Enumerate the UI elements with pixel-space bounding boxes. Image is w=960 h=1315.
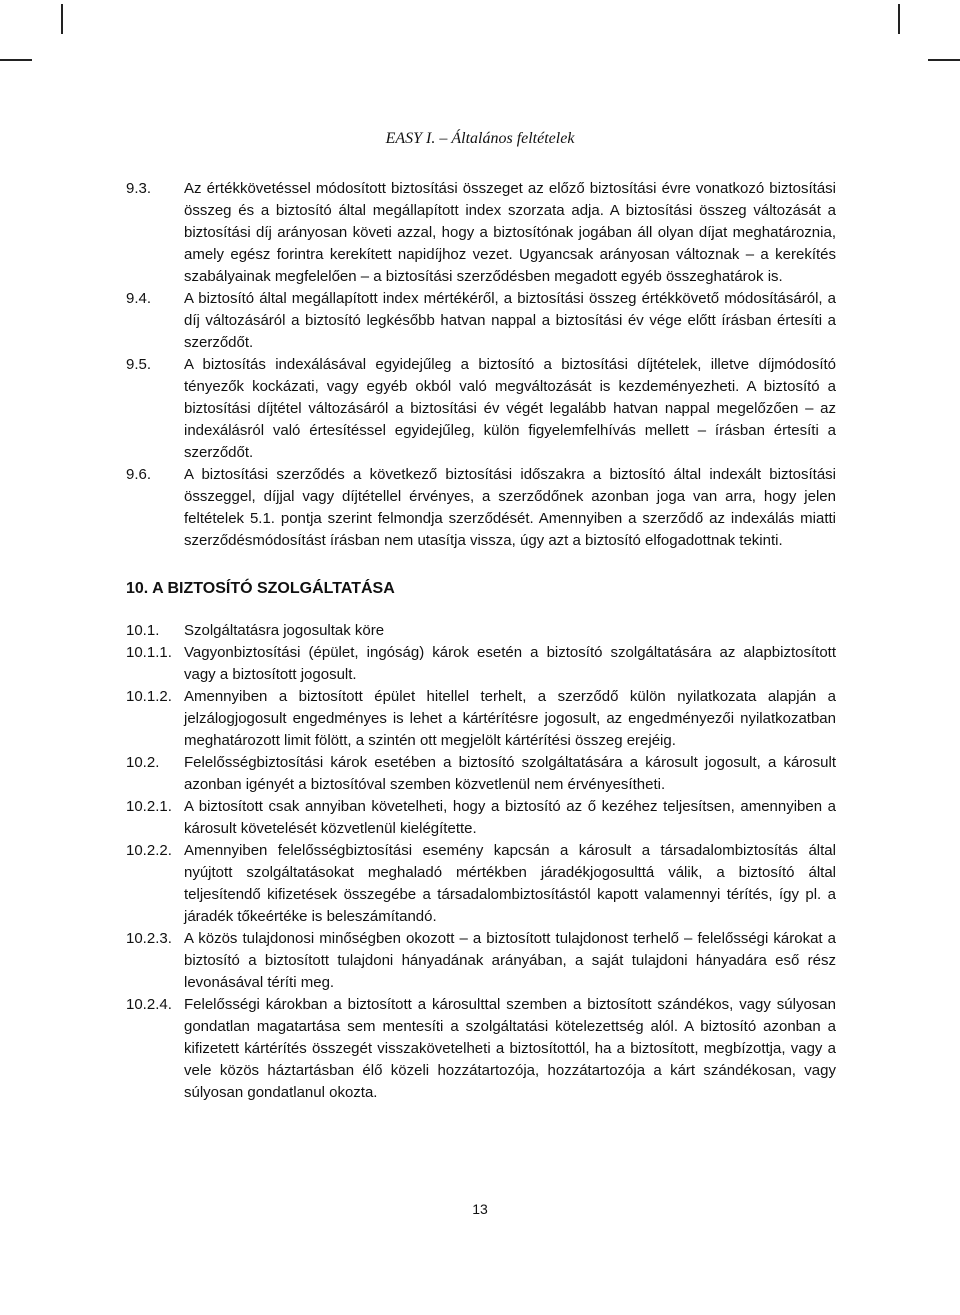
item-text: A biztosítási szerződés a következő biztosítási időszakra a biztosító által indexált biztosítási összeggel, díjjal vagy díjtétellel érvényes, a szerződőnek azonban joga van arra, hogy jelen feltételek 5.1. pontja szerint felmondja szerződését. Amennyiben a szerződő az indexálás miatti szerződésmódosítást írásban nem utasítja vissza, úgy azt a biztosító elfogadottnak tekinti. xyxy=(184,466,836,549)
document-body xyxy=(126,178,836,1104)
item-number: 10.2.1. xyxy=(126,798,172,815)
list-item xyxy=(126,288,836,354)
item-text: Az értékkövetéssel módosított biztosítási összeget az előző biztosítási évre vonatkozó biztosítási összeg és a biztosító által megállapított index szorzata adja. A biztosítási összeg változását a biztosítási díj arányosan követi azzal, hogy a biztosítónak jogában áll olyan díjat meghatároznia, amely egész forintra kerekített napidíjhoz vezet. Ugyancsak arányosan változnak – a kerekítés szabályainak megfelelően – a biztosítási szerződésben megadott egyéb összeghatárok is. xyxy=(184,180,836,285)
item-text: A biztosított csak annyiban követelheti, hogy a biztosító az ő kezéhez teljesítsen, amennyiben a károsult követelését közvetlenül kielégítette. xyxy=(184,798,836,837)
item-text: Amennyiben a biztosított épület hitellel terhelt, a szerződő külön nyilatkozata alapján a jelzálogjogosult engedményes is lehet a kártérítésre jogosult, az engedményezői nyilatkozatban meghatározott limit fölött, a szintén ott megjelölt kártérítési összeg erejéig. xyxy=(184,688,836,749)
page-number: 13 xyxy=(472,1201,488,1217)
item-number: 9.3. xyxy=(126,180,152,197)
list-item xyxy=(126,928,836,994)
item-number: 10.2. xyxy=(126,754,160,771)
item-text: Felelősségbiztosítási károk esetében a biztosító szolgáltatására a károsult jogosult, a károsult azonban igényét a biztosítóval szemben közvetlenül nem érvényesítheti. xyxy=(184,754,836,793)
crop-mark-top-left-vertical xyxy=(61,4,63,34)
list-item xyxy=(126,464,836,552)
list-item xyxy=(126,840,836,928)
item-text: Felelősségi károkban a biztosított a károsulttal szemben a biztosított szándékos, vagy súlyosan gondatlan magatartása sem mentesíti a szolgáltatási kötelezettség alól. A biztosító azonban a kifizetett kártérítés összegét visszakövetelheti a biztosítottól, ha a biztosított, megbízottja, vagy a vele közös háztartásban élő közeli hozzátartozója, hozzátartozója a kárt szándékosan, vagy súlyosan gondatlanul okozta. xyxy=(184,996,836,1101)
item-number: 10.1.2. xyxy=(126,688,172,705)
list-item xyxy=(126,686,836,752)
item-text: A biztosítás indexálásával egyidejűleg a biztosító a biztosítási díjtételek, illetve díjmódosító tényezők kockázati, vagy egyéb okból való megváltozását is kezdeményezheti. A biztosító a biztosítási díjtétel változásáról a biztosítási év végét legalább hatvan nappal megelőzően – az indexálásról való értesítéssel egyidejűleg, külön figyelemfelhívás mellett – írásban értesíti a szerződőt. xyxy=(184,356,836,461)
item-number: 9.6. xyxy=(126,466,152,483)
item-number: 9.5. xyxy=(126,356,152,373)
crop-mark-top-right-horizontal xyxy=(928,59,960,61)
crop-mark-top-left-horizontal xyxy=(0,59,32,61)
item-text: Szolgáltatásra jogosultak köre xyxy=(184,622,385,639)
list-item xyxy=(126,178,836,288)
list-item xyxy=(126,354,836,464)
item-text: Vagyonbiztosítási (épület, ingóság) károk esetén a biztosító szolgáltatására az alapbiztosított vagy a biztosított jogosult. xyxy=(184,644,836,683)
item-text: Amennyiben felelősségbiztosítási esemény kapcsán a károsult a társadalombiztosítás által nyújtott szolgáltatásokat meghaladó mértékben járadékjogosulttá válik, a biztosító által teljesítendő kifizetések összegébe a társadalombiztosítástól kapott valamennyi térítés, így pl. a járadék tőkeértéke is beleszámítandó. xyxy=(184,842,836,925)
item-text: A biztosító által megállapított index mértékéről, a biztosítási összeg értékkövető módosításáról, a díj változásáról a biztosító legkésőbb hatvan nappal a biztosítási év vége előtt írásban értesíti a szerződőt. xyxy=(184,290,836,351)
crop-mark-top-right-vertical xyxy=(898,4,900,34)
item-number: 10.2.2. xyxy=(126,842,172,859)
list-item xyxy=(126,752,836,796)
item-number: 10.2.4. xyxy=(126,996,172,1013)
item-text: A közös tulajdonosi minőségben okozott – a biztosított tulajdonost terhelő – felelősségi károkat a biztosító a biztosított tulajdoni hányadának arányában, a saját tulajdoni hányadára eső rész levonásával téríti meg. xyxy=(184,930,836,991)
item-number: 10.2.3. xyxy=(126,930,172,947)
list-item xyxy=(126,620,836,642)
item-number: 9.4. xyxy=(126,290,152,307)
list-item xyxy=(126,642,836,686)
item-number: 10.1. xyxy=(126,622,160,639)
list-item xyxy=(126,796,836,840)
running-header: EASY I. – Általános feltételek xyxy=(385,130,575,147)
section-heading: 10. A BIZTOSÍTÓ SZOLGÁLTATÁSA xyxy=(126,580,395,597)
list-item xyxy=(126,994,836,1104)
item-number: 10.1.1. xyxy=(126,644,172,661)
